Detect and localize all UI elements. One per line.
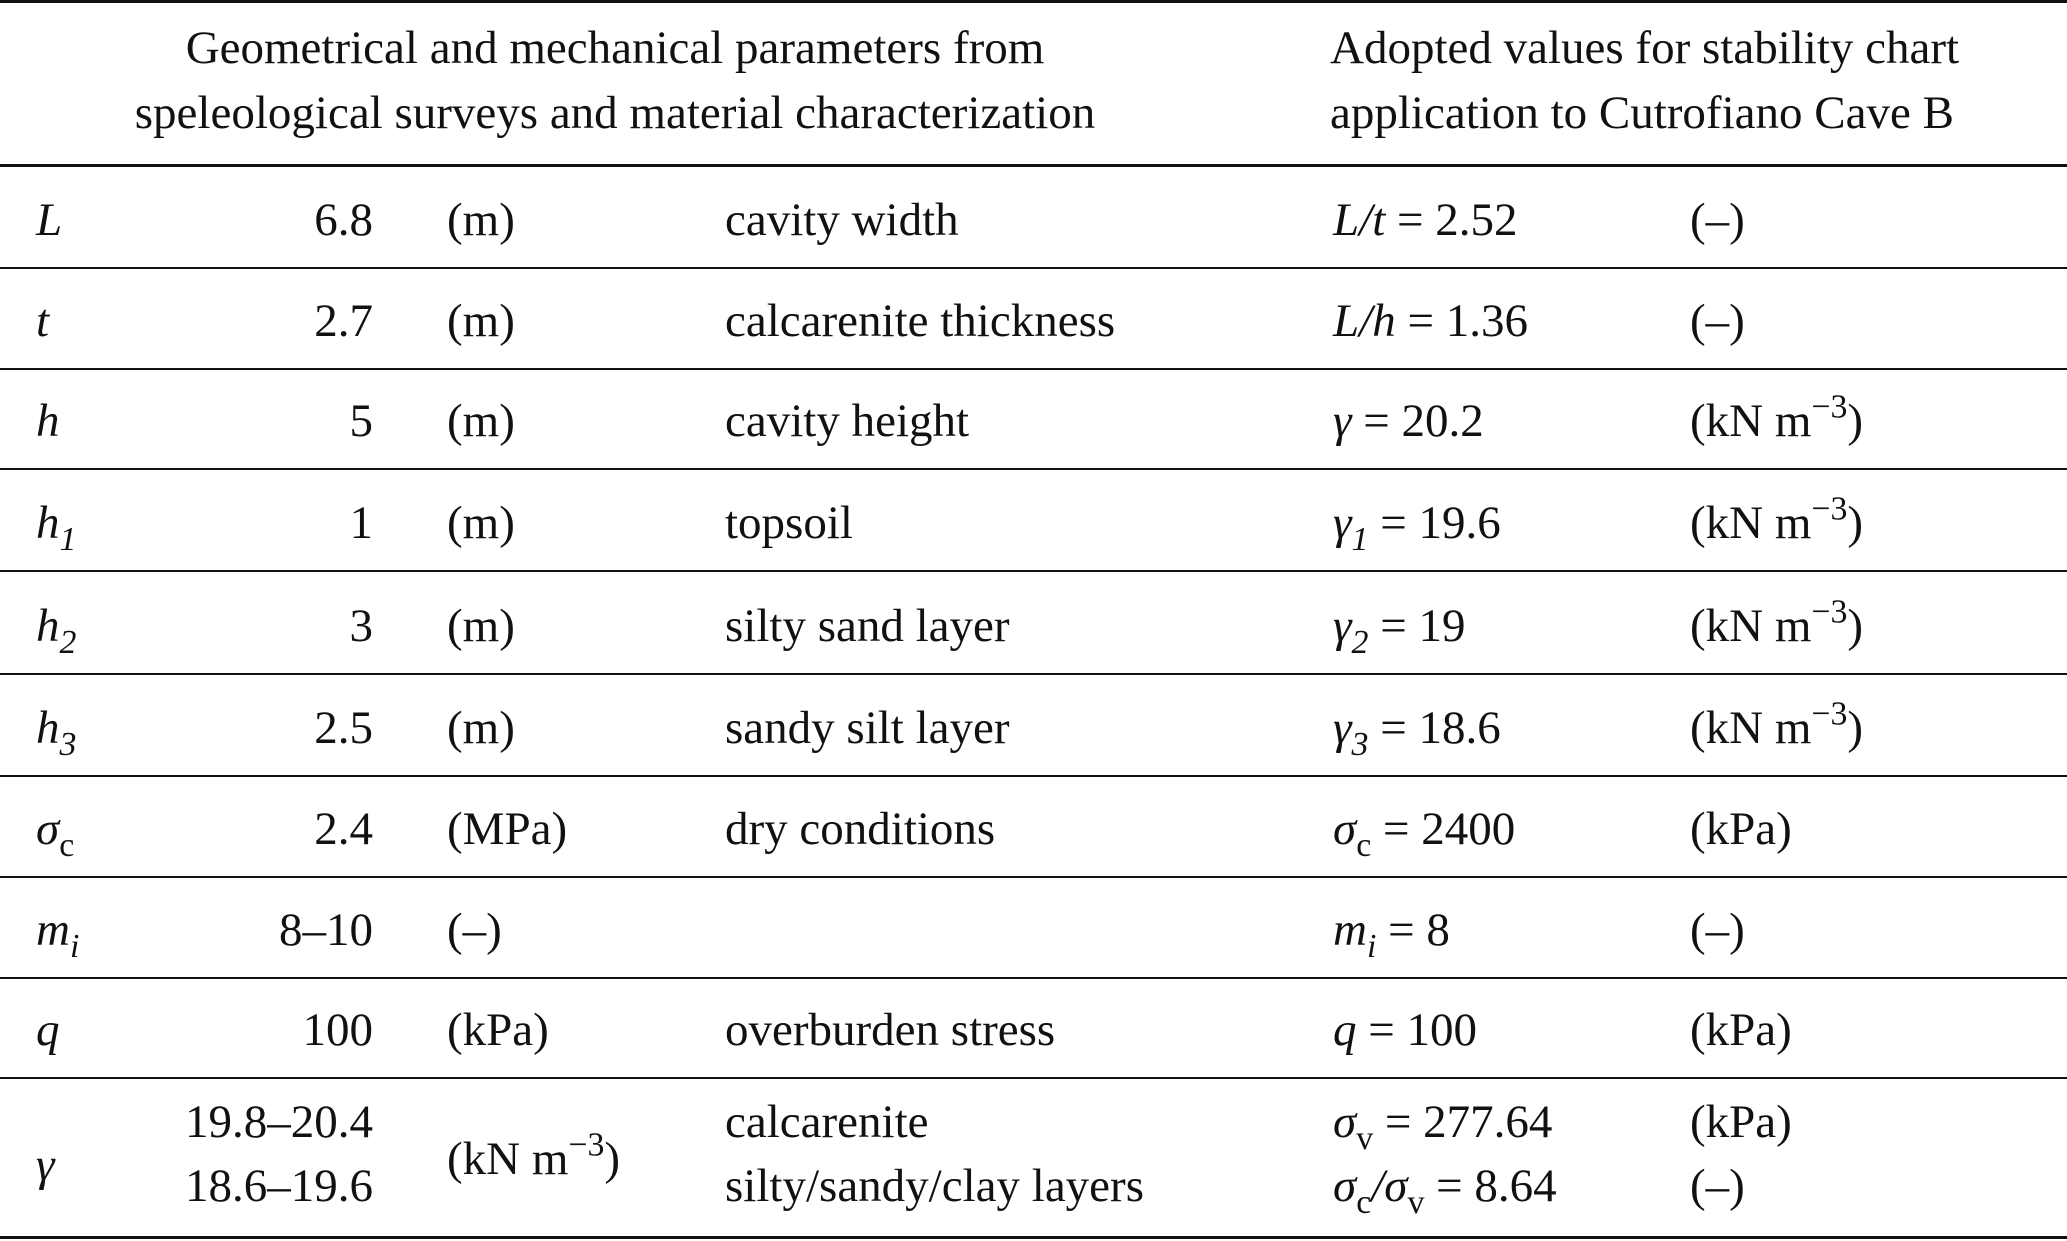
row-description (725, 1090, 1144, 1218)
row-description: cavity height (725, 395, 970, 447)
row-symbol (36, 803, 75, 864)
adopted-symbol: L/t (1333, 194, 1386, 246)
row-adopted-unit (1690, 194, 1745, 246)
adopted-symbol: q (1333, 1004, 1357, 1056)
adopted-number: = 19.6 (1368, 497, 1501, 549)
row-value: 8–10 (279, 904, 373, 956)
row-unit: (–) (447, 904, 502, 956)
row-unit: (m) (447, 194, 515, 246)
row-symbol-sub: 2 (59, 623, 77, 661)
adopted-line1 (1333, 1090, 1557, 1157)
adopted-unit-exponent: −3 (1811, 388, 1848, 426)
adopted-unit-exponent: −3 (1811, 695, 1848, 733)
row-adopted-value (1333, 803, 1516, 864)
row-value: 3 (349, 600, 373, 652)
adopted-symbol: γ (1333, 395, 1352, 447)
adopted-unit-line2: (–) (1690, 1160, 1745, 1212)
row-unit (447, 1126, 621, 1185)
row-symbol-main: q (36, 1004, 60, 1056)
adopted-number: = 8.64 (1424, 1160, 1557, 1212)
adopted-number: = 100 (1356, 1004, 1478, 1056)
row-rule (0, 1077, 2067, 1079)
adopted-unit-exponent: −3 (1811, 593, 1848, 631)
adopted-symbol-sub: c (1356, 826, 1372, 864)
adopted-symbol-sub: v (1407, 1183, 1425, 1221)
adopted-unit-close: ) (1847, 395, 1864, 447)
row-value: 6.8 (314, 194, 373, 246)
row-description: dry conditions (725, 803, 996, 855)
row-value: 2.5 (314, 702, 373, 754)
adopted-unit-text: (kPa) (1690, 803, 1792, 855)
row-symbol-sub: i (69, 927, 80, 965)
row-unit: (m) (447, 702, 515, 754)
adopted-unit-text: (kN m (1690, 497, 1812, 549)
header-left (60, 16, 1170, 146)
adopted-symbol-divisor: /σ (1371, 1160, 1408, 1212)
header-rule (0, 164, 2067, 167)
row-value: 5 (349, 395, 373, 447)
row-value: 100 (302, 1004, 373, 1056)
row-value-line1: 19.8–20.4 (185, 1096, 373, 1148)
adopted-unit-close: ) (1847, 497, 1864, 549)
row-rule (0, 368, 2067, 370)
adopted-unit-text: (kN m (1690, 702, 1812, 754)
row-symbol-main: h (36, 497, 60, 549)
adopted-unit-close: ) (1847, 600, 1864, 652)
top-rule (0, 0, 2067, 3)
adopted-unit-text: (kN m (1690, 395, 1812, 447)
row-symbol-sub: 1 (59, 520, 77, 558)
row-unit: (m) (447, 497, 515, 549)
row-adopted-value (1333, 904, 1450, 965)
row-adopted-unit (1690, 695, 1864, 754)
row-unit: (m) (447, 395, 515, 447)
row-adopted-value (1333, 1090, 1557, 1221)
row-unit-exponent: −3 (568, 1126, 605, 1164)
header-right-line1: Adopted values for stability chart (1330, 22, 1960, 74)
row-adopted-unit (1690, 388, 1864, 447)
adopted-symbol-sub: i (1366, 927, 1377, 965)
adopted-number: = 2.52 (1385, 194, 1518, 246)
adopted-symbol-sub: v (1356, 1119, 1374, 1157)
row-symbol-main: m (36, 904, 70, 956)
row-description: topsoil (725, 497, 853, 549)
adopted-symbol-sub: 3 (1351, 725, 1369, 763)
adopted-symbol: σ (1333, 803, 1357, 855)
adopted-unit-text: (kN m (1690, 600, 1812, 652)
row-symbol: γ (36, 1139, 55, 1191)
adopted-symbol-sub: c (1356, 1183, 1372, 1221)
row-adopted-unit (1690, 593, 1864, 652)
row-symbol (36, 497, 77, 558)
adopted-symbol: γ (1333, 497, 1352, 549)
row-unit: (m) (447, 600, 515, 652)
adopted-symbol: γ (1333, 702, 1352, 754)
adopted-unit-text: (–) (1690, 904, 1745, 956)
header-right (1330, 16, 2042, 146)
row-symbol-main: σ (36, 803, 60, 855)
row-symbol-main: h (36, 702, 60, 754)
adopted-symbol: σ (1333, 1096, 1357, 1148)
adopted-number: = 20.2 (1351, 395, 1484, 447)
adopted-line2 (1333, 1154, 1557, 1221)
header-left-line2: speleological surveys and material characterization (134, 87, 1096, 139)
row-rule (0, 267, 2067, 269)
row-rule (0, 468, 2067, 470)
row-description: overburden stress (725, 1004, 1056, 1056)
row-unit: (m) (447, 295, 515, 347)
adopted-unit-text: (–) (1690, 295, 1745, 347)
header-right-line2: application to Cutrofiano Cave B (1330, 87, 1954, 139)
row-adopted-unit (1690, 490, 1864, 549)
row-adopted-value (1333, 295, 1528, 347)
row-rule (0, 977, 2067, 979)
row-unit-text: (kN m (447, 1133, 569, 1185)
row-rule (0, 570, 2067, 572)
row-symbol (36, 904, 80, 965)
adopted-number: = 2400 (1371, 803, 1516, 855)
row-symbol-main: t (36, 295, 50, 347)
row-symbol-sub: 3 (59, 725, 77, 763)
adopted-number: = 18.6 (1368, 702, 1501, 754)
row-rule (0, 775, 2067, 777)
adopted-symbol-sub: 1 (1351, 520, 1369, 558)
adopted-symbol: m (1333, 904, 1367, 956)
row-adopted-unit (1690, 904, 1745, 956)
row-rule (0, 876, 2067, 878)
row-symbol (36, 295, 50, 347)
row-symbol (36, 1004, 60, 1056)
adopted-symbol: γ (1333, 600, 1352, 652)
row-adopted-value (1333, 497, 1501, 558)
row-unit: (kPa) (447, 1004, 549, 1056)
row-symbol-sub: c (59, 826, 75, 864)
row-description-line2: silty/sandy/clay layers (725, 1160, 1144, 1212)
row-rule (0, 673, 2067, 675)
row-adopted-value (1333, 194, 1518, 246)
row-value-line2: 18.6–19.6 (185, 1160, 373, 1212)
adopted-unit-line1: (kPa) (1690, 1096, 1792, 1148)
row-symbol (36, 600, 77, 661)
adopted-symbol: σ (1333, 1160, 1357, 1212)
adopted-number: = 277.64 (1373, 1096, 1553, 1148)
row-symbol (36, 194, 63, 246)
header-left-line1: Geometrical and mechanical parameters from (185, 22, 1045, 74)
row-symbol (36, 702, 77, 763)
row-adopted-unit (1690, 1004, 1792, 1056)
row-description: cavity width (725, 194, 959, 246)
adopted-unit-close: ) (1847, 702, 1864, 754)
adopted-number: = 19 (1368, 600, 1466, 652)
row-value: 2.7 (314, 295, 373, 347)
row-value (100, 1090, 373, 1218)
adopted-symbol-sub: 2 (1351, 623, 1369, 661)
row-unit-close: ) (604, 1133, 621, 1185)
adopted-symbol: L/h (1333, 295, 1396, 347)
row-symbol-main: h (36, 600, 60, 652)
row-adopted-value (1333, 702, 1501, 763)
row-adopted-value (1333, 600, 1466, 661)
row-value: 1 (349, 497, 373, 549)
row-description: silty sand layer (725, 600, 1010, 652)
row-adopted-unit (1690, 1090, 1792, 1218)
row-description-line1: calcarenite (725, 1096, 929, 1148)
row-symbol-main: L (36, 194, 63, 246)
row-adopted-value (1333, 1004, 1478, 1056)
row-symbol (36, 395, 60, 447)
row-unit: (MPa) (447, 803, 568, 855)
adopted-unit-exponent: −3 (1811, 490, 1848, 528)
row-description: sandy silt layer (725, 702, 1010, 754)
row-value: 2.4 (314, 803, 373, 855)
adopted-number: = 1.36 (1395, 295, 1528, 347)
row-adopted-unit (1690, 295, 1745, 347)
adopted-unit-text: (kPa) (1690, 1004, 1792, 1056)
adopted-number: = 8 (1376, 904, 1450, 956)
row-adopted-value (1333, 395, 1484, 447)
adopted-unit-text: (–) (1690, 194, 1745, 246)
row-symbol-main: h (36, 395, 60, 447)
row-adopted-unit (1690, 803, 1792, 855)
row-description: calcarenite thickness (725, 295, 1116, 347)
bottom-rule (0, 1236, 2067, 1239)
